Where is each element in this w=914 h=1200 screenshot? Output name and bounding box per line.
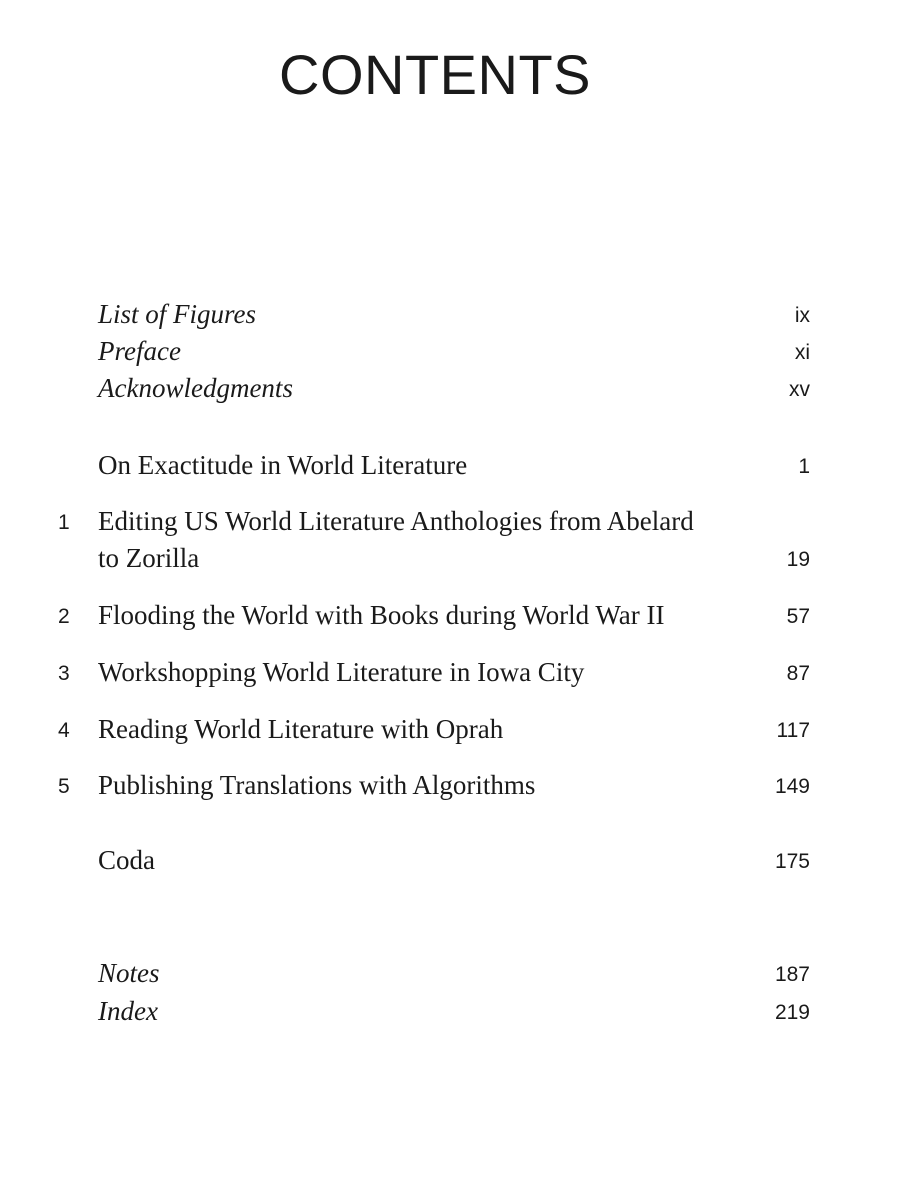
toc-entry-label: Coda	[98, 845, 155, 875]
toc-entry-page: 117	[776, 719, 810, 742]
chapter-number: 2	[58, 605, 70, 628]
chapter-number: 4	[58, 719, 70, 742]
chapter-number: 3	[58, 662, 70, 685]
toc-entry-page: 219	[774, 1001, 810, 1024]
toc-entry-page: 19	[786, 548, 810, 571]
toc-entry-label: Reading World Literature with Oprah	[98, 714, 504, 744]
toc-entry-page: 1	[798, 455, 810, 478]
toc-entry-label: Workshopping World Literature in Iowa City	[98, 657, 585, 687]
chapter-number: 1	[58, 511, 70, 534]
toc-entry-label: On Exactitude in World Literature	[98, 450, 468, 480]
toc-entry-label-line-1: Editing US World Literature Anthologies from Abelard	[98, 506, 694, 536]
toc-entry-page: 149	[774, 775, 810, 798]
toc-entry-page: xi	[794, 341, 810, 364]
toc-entry-label: Preface	[98, 336, 181, 366]
toc-entry-page: 57	[786, 605, 810, 628]
chapter-number: 5	[58, 775, 70, 798]
toc-entry-label: List of Figures	[98, 299, 257, 329]
toc-entry-label-line-2: to Zorilla	[98, 543, 200, 573]
toc-entry-label: Flooding the World with Books during World War II	[98, 600, 665, 630]
toc-entry-page: xv	[789, 378, 810, 401]
toc-entry-page: 175	[774, 850, 810, 873]
toc-entry-page: 187	[774, 963, 810, 986]
toc-entry-label: Publishing Translations with Algorithms	[98, 770, 536, 800]
toc-entry-page: 87	[786, 662, 810, 685]
toc-entry-label: Acknowledgments	[98, 373, 293, 403]
toc-entry-label: Index	[98, 996, 158, 1026]
toc-entry-label: Notes	[98, 958, 160, 988]
page-title: CONTENTS	[279, 43, 591, 106]
toc-entry-page: ix	[794, 304, 810, 327]
